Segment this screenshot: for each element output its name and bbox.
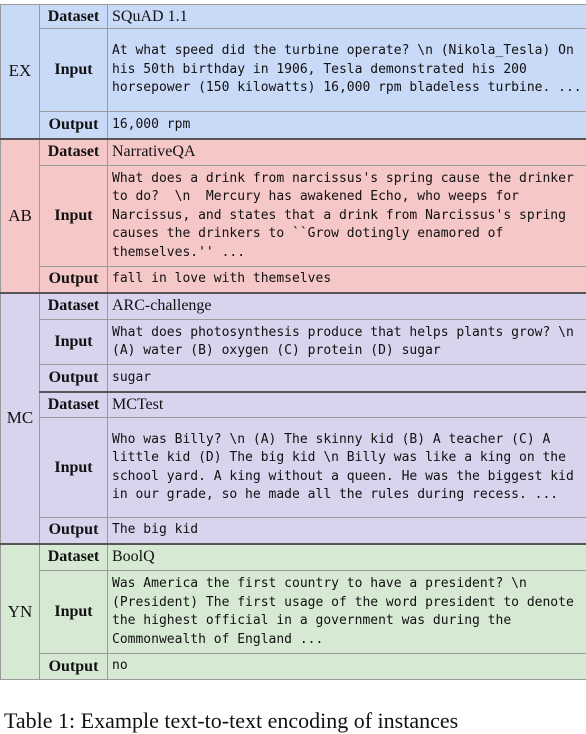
table-row [1, 365, 586, 392]
dataset-name: MCTest [108, 392, 586, 418]
table-row [1, 571, 586, 654]
format-label-yn: YN [1, 544, 40, 680]
input-label: Input [40, 29, 108, 112]
dataset-label: Dataset [40, 392, 108, 418]
input-text: Was America the first country to have a president? \n (President) The first usage of the word president to denote the highest official in a government was during the Commonwealth of England ... [108, 571, 586, 654]
dataset-name: SQuAD 1.1 [108, 5, 586, 29]
input-label: Input [40, 418, 108, 518]
table-row [1, 293, 586, 320]
output-label: Output [40, 654, 108, 680]
format-label-mc: MC [1, 293, 40, 544]
table-row [1, 320, 586, 365]
dataset-label: Dataset [40, 544, 108, 571]
dataset-label: Dataset [40, 139, 108, 166]
output-text: sugar [108, 365, 586, 392]
table-row [1, 267, 586, 293]
output-label: Output [40, 365, 108, 392]
input-label: Input [40, 320, 108, 365]
output-label: Output [40, 518, 108, 544]
table-row [1, 166, 586, 267]
output-text: The big kid [108, 518, 586, 544]
table-row [1, 139, 586, 166]
table-caption: Table 1: Example text-to-text encoding of instances [4, 708, 458, 734]
dataset-name: ARC-challenge [108, 293, 586, 320]
table-row [1, 5, 586, 29]
input-label: Input [40, 166, 108, 267]
dataset-label: Dataset [40, 5, 108, 29]
table-row [1, 392, 586, 418]
table-row [1, 544, 586, 571]
format-label-ex: EX [1, 5, 40, 139]
input-text: What does photosynthesis produce that helps plants grow? \n (A) water (B) oxygen (C) protein (D) sugar [108, 320, 586, 365]
output-label: Output [40, 112, 108, 139]
dataset-name: NarrativeQA [108, 139, 586, 166]
examples-table [0, 4, 586, 680]
input-text: At what speed did the turbine operate? \n (Nikola_Tesla) On his 50th birthday in 1906, Tesla demonstrated his 200 horsepower (150 kilowatts) 16,000 rpm bladeless turbine. ... [108, 29, 586, 112]
output-label: Output [40, 267, 108, 293]
table-row [1, 418, 586, 518]
dataset-name: BoolQ [108, 544, 586, 571]
input-text: Who was Billy? \n (A) The skinny kid (B) A teacher (C) A little kid (D) The big kid \n Billy was like a king on the school yard. A king without a queen. He was the biggest kid in our grade, so he made all the rules during recess. ... [108, 418, 586, 518]
output-text: 16,000 rpm [108, 112, 586, 139]
table-row [1, 112, 586, 139]
output-text: fall in love with themselves [108, 267, 586, 293]
table-row [1, 654, 586, 680]
output-text: no [108, 654, 586, 680]
format-label-ab: AB [1, 139, 40, 293]
table-row [1, 29, 586, 112]
input-label: Input [40, 571, 108, 654]
input-text: What does a drink from narcissus's spring cause the drinker to do? \n Mercury has awakened Echo, who weeps for Narcissus, and states that a drink from Narcissus's spring causes the drinkers to ``Grow dotingly enamored of themselves.'' ... [108, 166, 586, 267]
dataset-label: Dataset [40, 293, 108, 320]
table-row [1, 518, 586, 544]
